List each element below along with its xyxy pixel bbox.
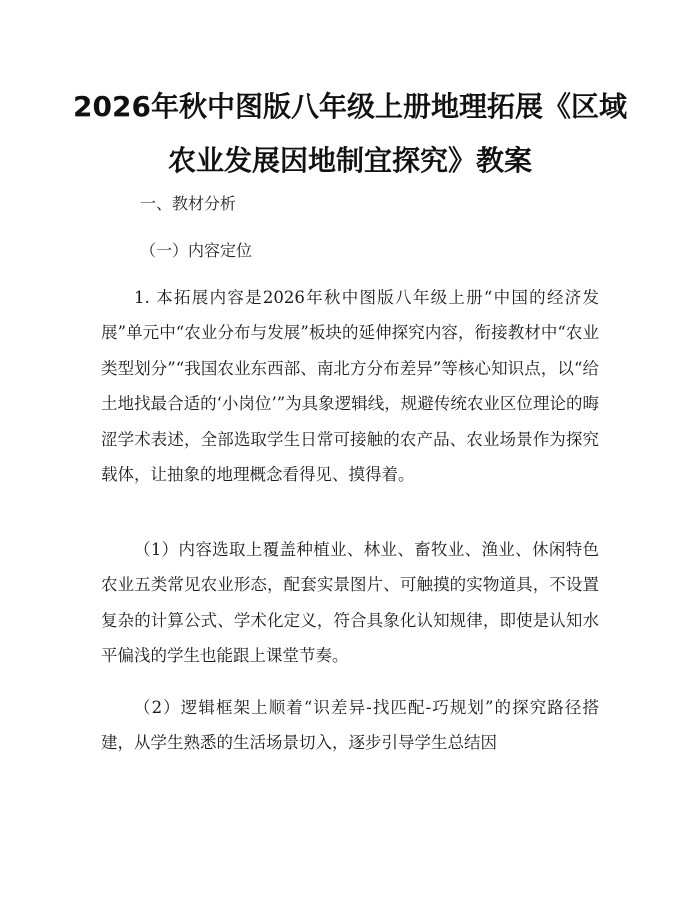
section-heading: 一、教材分析 (140, 194, 237, 213)
subsection-heading: （一）内容定位 (140, 241, 253, 260)
body-paragraph: （2）逻辑框架上顺着“识差异-找匹配-巧规划”的探究路径搭建，从学生熟悉的生活场景切入，逐步引导学生总结因 (101, 698, 599, 753)
body-paragraph: （1）内容选取上覆盖种植业、林业、畜牧业、渔业、休闲特色农业五类常见农业形态，配套实景图片、可触摸的实物道具，不设置复杂的计算公式、学术化定义，符合具象化认知规律，即使是认知水平偏浅的学生也能跟上课堂节奏。 (101, 540, 599, 666)
body-paragraph: 1. 本拓展内容是2026年秋中图版八年级上册“中国的经济发展”单元中“农业分布与发展”板块的延伸探究内容，衔接教材中“农业类型划分”“我国农业东西部、南北方分布差异”等核心知识点，以“给土地找最合适的‘小岗位’”为具象逻辑线，规避传统农业区位理论的晦涩学术表述，全部选取学生日常可接触的农产品、农业场景作为探究载体，让抽象的地理概念看得见、摸得着。 (101, 288, 599, 485)
document-title: 2026年秋中图版八年级上册地理拓展《区域农业发展因地制宜探究》教案 (73, 90, 627, 177)
